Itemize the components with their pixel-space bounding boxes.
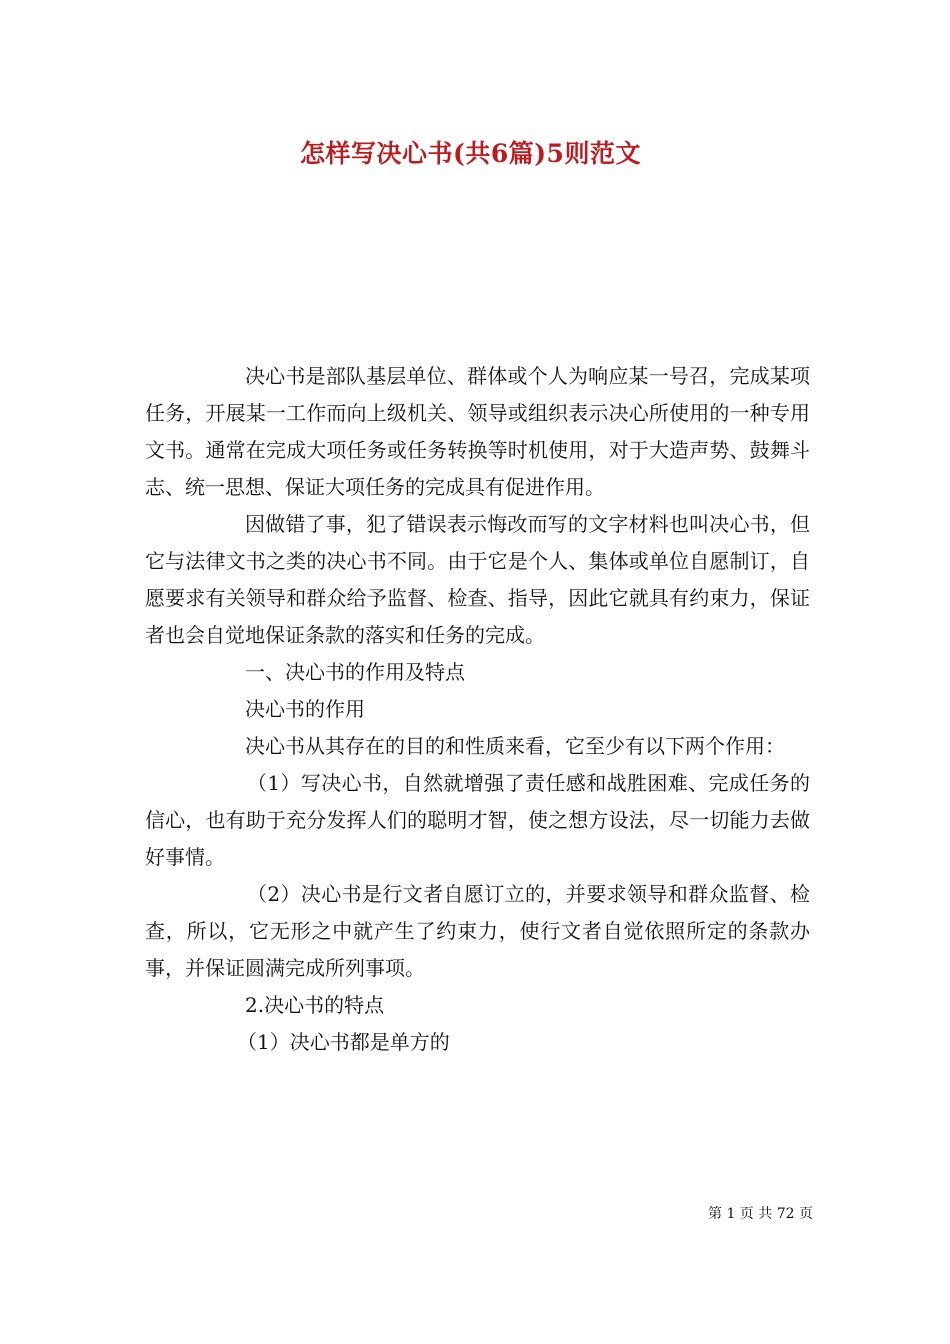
paragraph-3: 决心书从其存在的目的和性质来看，它至少有以下两个作用： (245, 734, 785, 758)
subsection-heading-role: 决心书的作用 (245, 697, 365, 721)
list-item-2: （2）决心书是行文者自愿订立的，并要求领导和群众监督、检查，所以，它无形之中就产生了约束力，使行文者自觉依照所定的条款办事，并保证圆满完成所列事项。 (145, 882, 810, 980)
list-item-3: （1）决心书都是单方的 (237, 1030, 450, 1054)
section-heading-1: 一、决心书的作用及特点 (245, 660, 465, 684)
document-body (145, 358, 810, 1061)
document-title: 怎样写决心书(共6篇)5则范文 (300, 139, 641, 168)
subsection-heading-features: 2.决心书的特点 (245, 993, 385, 1017)
page-number: 第 1 页 共 72 页 (708, 1206, 813, 1222)
paragraph-2: 因做错了事，犯了错误表示悔改而写的文字材料也叫决心书，但它与法律文书之类的决心书不同。由于它是个人、集体或单位自愿制订，自愿要求有关领导和群众给予监督、检查、指导，因此它就具有约束力，保证者也会自觉地保证条款的落实和任务的完成。 (145, 512, 810, 647)
paragraph-1: 决心书是部队基层单位、群体或个人为响应某一号召，完成某项任务，开展某一工作而向上级机关、领导或组织表示决心所使用的一种专用文书。通常在完成大项任务或任务转换等时机使用，对于大造声势、鼓舞斗志、统一思想、保证大项任务的完成具有促进作用。 (145, 364, 810, 499)
list-item-1: （1）写决心书，自然就增强了责任感和战胜困难、完成任务的信心，也有助于充分发挥人们的聪明才智，使之想方设法，尽一切能力去做好事情。 (145, 771, 810, 869)
